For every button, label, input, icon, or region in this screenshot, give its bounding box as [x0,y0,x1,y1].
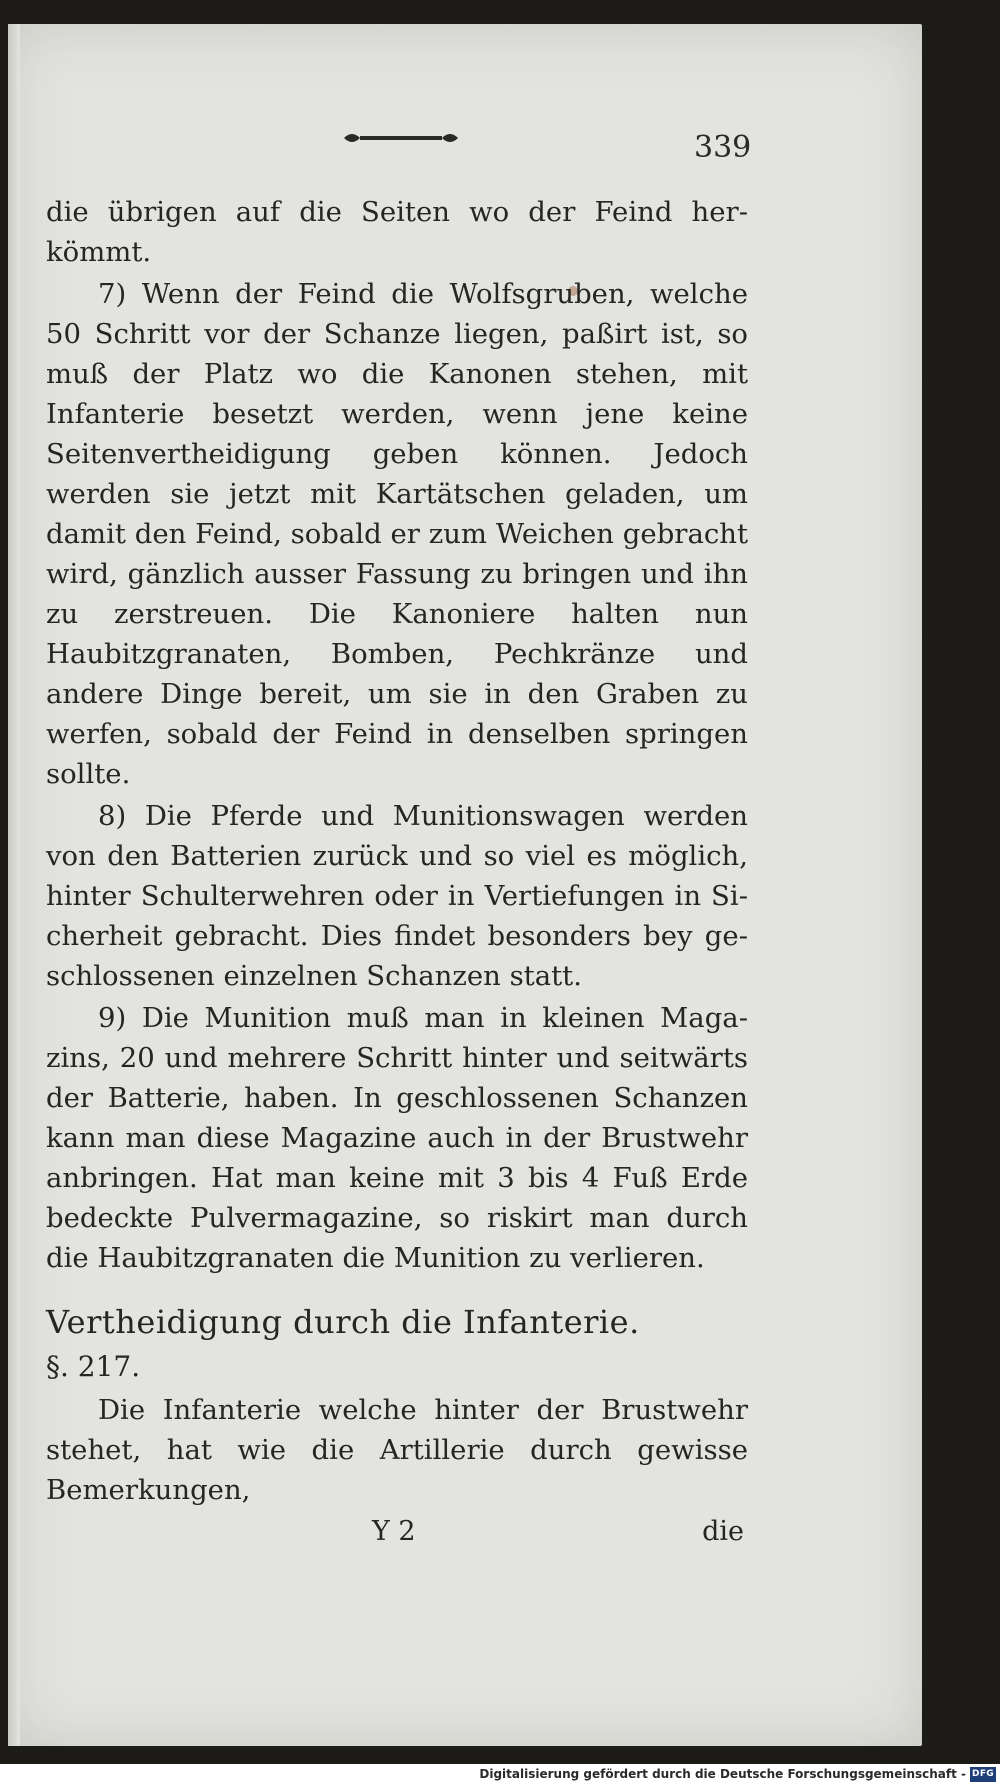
paragraph-item-7: 7) Wenn der Feind die Wolfsgruben, welche 50 Schritt vor der Schanze liegen, paßirt ist, so muß der Platz wo die Kanonen stehen, mit Infanterie besetzt werden, wenn jene keine Seitenvertheidigung geben können. Jedoch werden sie jetzt mit Kartätschen geladen, um damit den Feind, sobald er zum Weichen gebracht wird, gänzlich ausser Fassung zu bringen und ihn zu zerstreuen. Die Kanoniere halten nun Haubitzgranaten, Bomben, Pechkränze und andere Dinge bereit, um sie in den Graben zu werfen, sobald der Feind in denselben springen sollte. [46,278,748,790]
ornament-rule-icon [338,128,464,148]
funding-credit: Digitalisierung gefördert durch die Deutsche Forschungsgemeinschaft - [479,1767,966,1781]
book-page [8,24,922,1746]
paragraph-item-9: 9) Die Munition muß man in kleinen Magazins, 20 und mehrere Schritt hinter und seitwärts der Batterie, haben. In geschlossenen Schanzen kann man diese Magazine auch in der Brustwehr anbringen. Hat man keine mit 3 bis 4 Fuß Erde bedeckte Pulvermagazine, so riskirt man durch die Haubitzgranaten die Munition zu verlieren. [46,1002,748,1274]
section-paragraph: Die Infanterie welche hinter der Brustwehr stehet, hat wie die Artillerie durch gewisse Bemerkungen, [46,1394,748,1506]
digitization-footer [0,1764,1000,1786]
paragraph-item-8: 8) Die Pferde und Munitionswagen werden von den Batterien zurück und so viel es möglich, hinter Schulterwehren oder in Vertiefungen in Sicherheit gebracht. Dies findet besonders bey geschlossenen einzelnen Schanzen statt. [46,800,748,992]
page-body [46,192,748,1510]
page-foot-line [46,1516,748,1556]
section-heading: Vertheidigung durch die Infanterie. [46,1303,640,1341]
dfg-logo-icon: DFG [970,1767,996,1782]
paragraph-continuation: die übrigen auf die Seiten wo der Feind herkömmt. [46,196,748,268]
catchword: die [702,1516,744,1547]
page-number: 339 [694,130,752,165]
page-edge-shadow [8,24,20,1746]
signature-mark: Y 2 [372,1516,416,1547]
section-number: §. 217. [46,1350,141,1383]
